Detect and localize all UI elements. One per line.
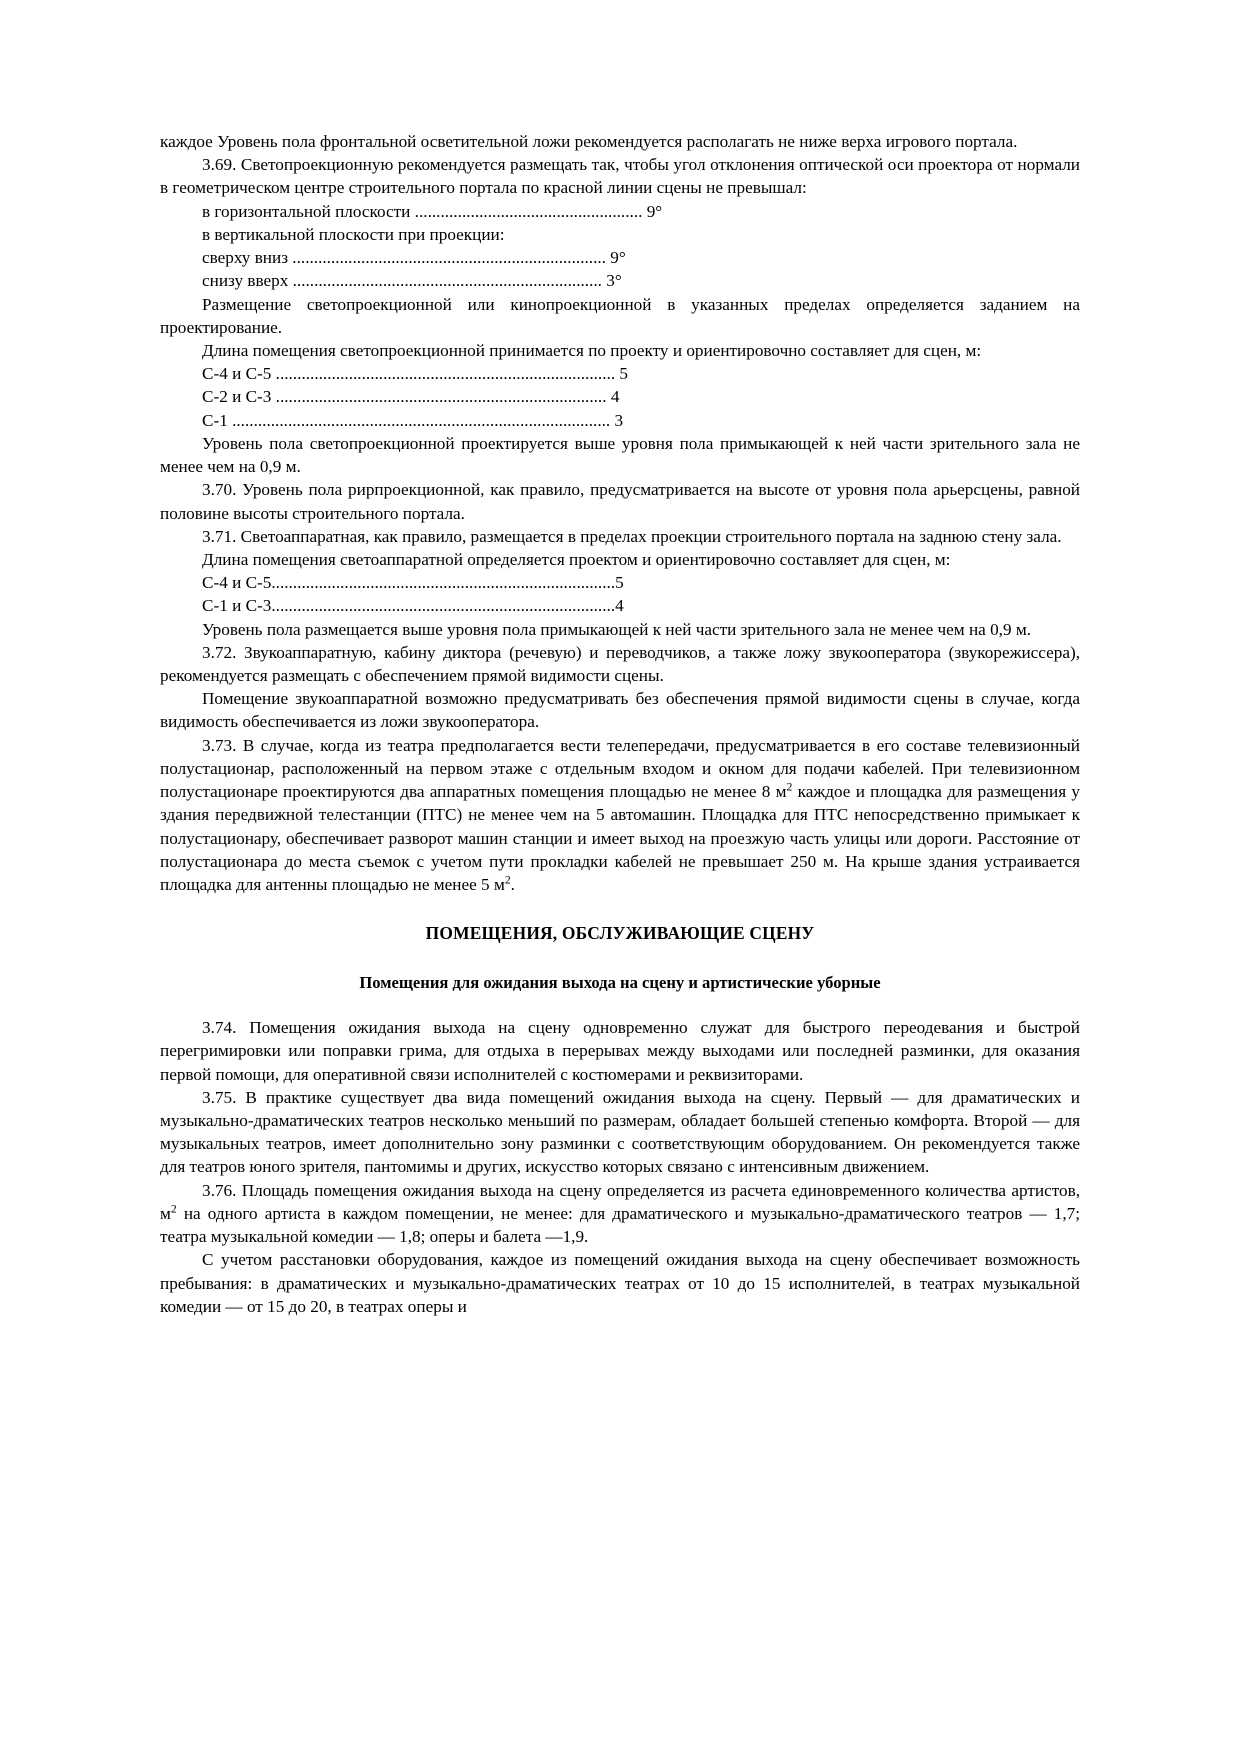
leader-label: С-4 и С-5: [202, 364, 272, 384]
leader-dots: ...............................................................................: [275, 364, 616, 384]
paragraph-3-72: 3.72. Звукоаппаратную, кабину диктора (речевую) и переводчиков, а также ложу звукооператора (звукорежиссера), рекомендуется размещать с обеспечением прямой видимости сцены.: [160, 642, 1080, 686]
text-part-3: .: [510, 875, 515, 894]
leader-label: С-1: [202, 410, 228, 430]
leader-label: снизу вверх: [202, 271, 289, 291]
leader-dots: ........................................................................: [292, 271, 602, 291]
leader-dots: ........................................................................................: [232, 410, 611, 430]
paragraph-placement-note: Размещение светопроекционной или кинопроекционной в указанных пределах определяется заданием на проектирование.: [160, 294, 1080, 337]
text-part-1: 3.76. Площадь помещения ожидания выхода на сцену определяется из расчета единовременного количества артистов, м: [160, 1180, 1080, 1223]
leader-value: 3: [614, 410, 624, 430]
paragraph-vertical-plane: в вертикальной плоскости при проекции:: [202, 224, 505, 244]
paragraph-floor-level-projection: Уровень пола светопроекционной проектируется выше уровня пола примыкающей к ней части зрительного зала не менее чем на 0,9 м.: [160, 433, 1080, 477]
leader-top-down: [160, 246, 1080, 269]
leader-bottom-up: [160, 269, 1080, 292]
leader-value: 4: [610, 387, 620, 407]
leader-value: 5: [615, 573, 624, 593]
paragraph-3-71: 3.71. Светоаппаратная, как правило, размещается в пределах проекции строительного портала на заднюю стену зала.: [202, 526, 1062, 546]
paragraph-length-light-projection: Длина помещения светопроекционной принимается по проекту и ориентировочно составляет для сцен, м:: [202, 340, 982, 360]
leader-label: сверху вниз: [202, 248, 288, 268]
document-body: [160, 130, 1080, 1318]
paragraph-3-76: [160, 1179, 1080, 1249]
leader-label: С-1 и С-3: [202, 596, 272, 616]
paragraph-3-74: 3.74. Помещения ожидания выхода на сцену одновременно служат для быстрого переодевания и быстрой перегримировки или поправки грима, для отдыха в перерывах между выходами или последней разминки, для оказания первой помощи, для оперативной связи исполнителей с костюмерами и реквизиторами.: [160, 1018, 1080, 1084]
leader-value: 4: [615, 596, 624, 616]
text-part-1: 3.73. В случае, когда из театра предполагается вести телепередачи, предусматривается в его составе телевизионный полустационар, расположенный на первом этаже с отдельным входом и окном для подачи кабелей. При телевизионном полустационаре проектируются два аппаратных помещения площадью не менее 8 м: [160, 735, 1080, 802]
paragraph-3-73: [160, 734, 1080, 897]
section-heading: ПОМЕЩЕНИЯ, ОБСЛУЖИВАЮЩИЕ СЦЕНУ: [425, 923, 815, 944]
leader-s1-s3: [160, 594, 1080, 617]
leader-value: 9°: [610, 248, 626, 268]
leader-s2-s3: [160, 385, 1080, 408]
superscript-square-3: 2: [170, 1202, 177, 1216]
leader-dots: ................................................................................: [271, 596, 616, 616]
paragraph-length-light-control: Длина помещения светоаппаратной определяется проектом и ориентировочно составляет для сцен, м:: [202, 549, 951, 569]
paragraph-floor-level-above: Уровень пола размещается выше уровня пола примыкающей к ней части зрительного зала не менее чем на 0,9 м.: [202, 619, 1032, 639]
superscript-square-2: 2: [504, 873, 511, 887]
paragraph-sound-room-note: Помещение звукоаппаратной возможно предусматривать без обеспечения прямой видимости сцены в случае, когда видимость обеспечивается из ложи звукооператора.: [160, 689, 1080, 732]
paragraph-intro: каждое Уровень пола фронтальной осветительной ложи рекомендуется располагать не ниже верха игрового портала.: [160, 132, 1018, 151]
leader-dots: .........................................................................: [292, 248, 606, 268]
superscript-square-1: 2: [786, 780, 793, 794]
leader-s1: [160, 409, 1080, 432]
leader-dots: .....................................................: [414, 201, 643, 221]
leader-label: С-4 и С-5: [202, 573, 272, 593]
paragraph-equipment-note: С учетом расстановки оборудования, каждое из помещений ожидания выхода на сцену обеспечивает возможность пребывания: в драматических и музыкально-драматических театрах от 10 до 15 исполнителей, в театрах музыкальной комедии — от 15 до 20, в театрах оперы и: [160, 1250, 1080, 1316]
text-part-2: на одного артиста в каждом помещении, не менее: для драматического и музыкально-драматического театров — 1,7; театра музыкальной комедии — 1,8; оперы и балета —1,9.: [160, 1203, 1080, 1247]
leader-label: в горизонтальной плоскости: [202, 201, 411, 221]
leader-label: С-2 и С-3: [202, 387, 272, 407]
leader-value: 3°: [606, 271, 622, 291]
leader-dots: .............................................................................: [275, 387, 607, 407]
subsection-heading: Помещения для ожидания выхода на сцену и артистические уборные: [359, 972, 881, 992]
paragraph-3-75: 3.75. В практике существует два вида помещений ожидания выхода на сцену. Первый — для драматических и музыкально-драматических театров несколько меньший по размерам, обладает большей степенью комфорта. Второй — для музыкальных театров, имеет дополнительно зону разминки с соответствующим оборудованием. Он рекомендуется также для театров юного зрителя, пантомимы и других, искусство которых связано с интенсивным движением.: [160, 1087, 1080, 1177]
text-part-2: каждое и площадка для размещения у здания передвижной телестанции (ПТС) не менее чем на 5 автомашин. Площадка для ПТС непосредственно примыкает к полустационару, обеспечивает разворот машин станции и имеет выход на проезжую часть улицы или дороги. Расстояние от полустационара до места съемок с учетом пути прокладки кабелей не превышает 250 м. На крыше здания устраивается площадка для антенны площадью не менее 5 м: [160, 782, 1080, 894]
leader-value: 5: [619, 364, 628, 384]
paragraph-3-70: 3.70. Уровень пола рирпроекционной, как правило, предусматривается на высоте от уровня пола арьерсцены, равной половине высоты строительного портала.: [160, 480, 1080, 523]
leader-horizontal-plane: [160, 200, 1080, 223]
leader-dots: ................................................................................: [271, 573, 616, 593]
leader-s4-s5-second: [160, 571, 1080, 594]
leader-s4-s5: [160, 362, 1080, 385]
paragraph-3-69: 3.69. Светопроекционную рекомендуется размещать так, чтобы угол отклонения оптической оси проектора от нормали в геометрическом центре строительного портала по красной линии сцены не превышал:: [160, 155, 1080, 198]
leader-value: 9°: [646, 201, 663, 221]
